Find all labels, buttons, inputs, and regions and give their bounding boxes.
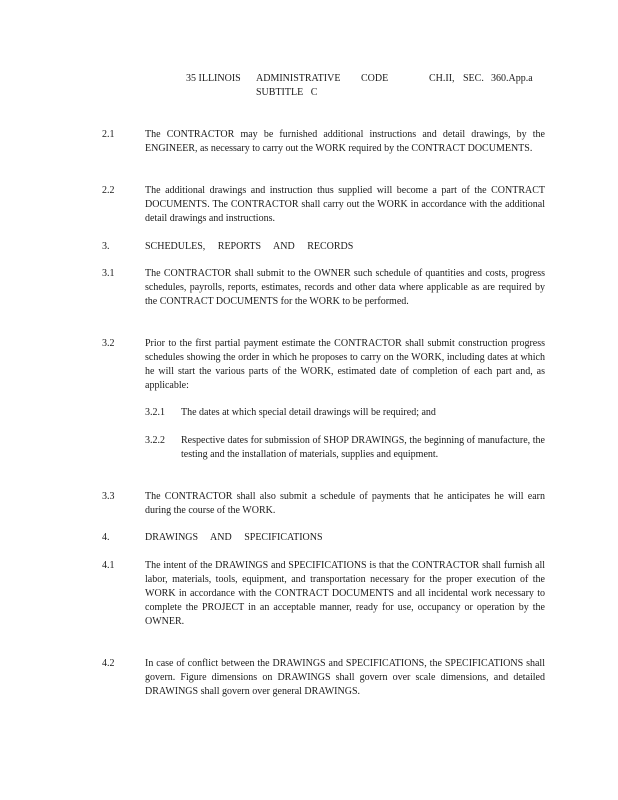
section-text: In case of conflict between the DRAWINGS and SPECIFICATIONS, the SPECIFICATIONS shall govern. Figure dimensions on DRAWINGS shall govern over scale dimensions, and detailed DRAWINGS shall govern over general DRAWINGS. [145, 658, 545, 697]
subsection-text: Respective dates for submission of SHOP DRAWINGS, the beginning of manufacture, the testing and the installation of materials, supplies and equipment. [181, 435, 545, 460]
section-number: 3.3 [102, 491, 115, 502]
subsection-text: The dates at which special detail drawings will be required; and [181, 407, 436, 418]
section-number: 2.1 [102, 129, 115, 140]
section-text: Prior to the first partial payment estimate the CONTRACTOR shall submit construction progress schedules showing the order in which he proposes to carry on the WORK, including dates at which he will start the various parts of the WORK, estimated date of completion of each part and, as applicable: [145, 338, 545, 391]
subsection-number: 3.2.1 [145, 407, 165, 418]
section-number: 4.2 [102, 658, 115, 669]
subsection-number: 3.2.2 [145, 435, 165, 446]
section-number: 2.2 [102, 185, 115, 196]
header-subtitle: SUBTITLE C [256, 87, 318, 98]
section-number: 3.1 [102, 268, 115, 279]
header-chapter: CH.II, [429, 73, 455, 84]
header-section: SEC. [463, 73, 484, 84]
header-administrative: ADMINISTRATIVE [256, 73, 341, 84]
section-number: 3.2 [102, 338, 115, 349]
section-number: 3. [102, 241, 110, 252]
section-text: The CONTRACTOR shall also submit a schedule of payments that he anticipates he will earn during the course of the WORK. [145, 491, 545, 516]
header-code: CODE [361, 73, 389, 84]
section-number: 4. [102, 532, 110, 543]
section-text: The CONTRACTOR may be furnished additional instructions and detail drawings, by the ENGINEER, as necessary to carry out the WORK required by the CONTRACT DOCUMENTS. [145, 129, 545, 154]
header-jurisdiction: 35 ILLINOIS [186, 73, 241, 84]
section-heading: DRAWINGS AND SPECIFICATIONS [145, 532, 323, 543]
header-appendix: 360.App.a [491, 73, 533, 84]
section-heading: SCHEDULES, REPORTS AND RECORDS [145, 241, 354, 252]
section-text: The intent of the DRAWINGS and SPECIFICATIONS is that the CONTRACTOR shall furnish all labor, materials, tools, equipment, and transportation necessary for the proper execution of the WORK in accordance with the CONTRACT DOCUMENTS and all incidental work necessary to complete the PROJECT in an acceptable manner, ready for use, occupancy or operation by the OWNER. [145, 560, 545, 627]
section-text: The additional drawings and instruction thus supplied will become a part of the CONTRACT DOCUMENTS. The CONTRACTOR shall carry out the WORK in accordance with the additional detail drawings and instructions. [145, 185, 545, 224]
section-number: 4.1 [102, 560, 115, 571]
section-text: The CONTRACTOR shall submit to the OWNER such schedule of quantities and costs, progress schedules, payrolls, reports, estimates, records and other data where applicable as are required by the CONTRACT DOCUMENTS for the WORK to be performed. [145, 268, 545, 307]
